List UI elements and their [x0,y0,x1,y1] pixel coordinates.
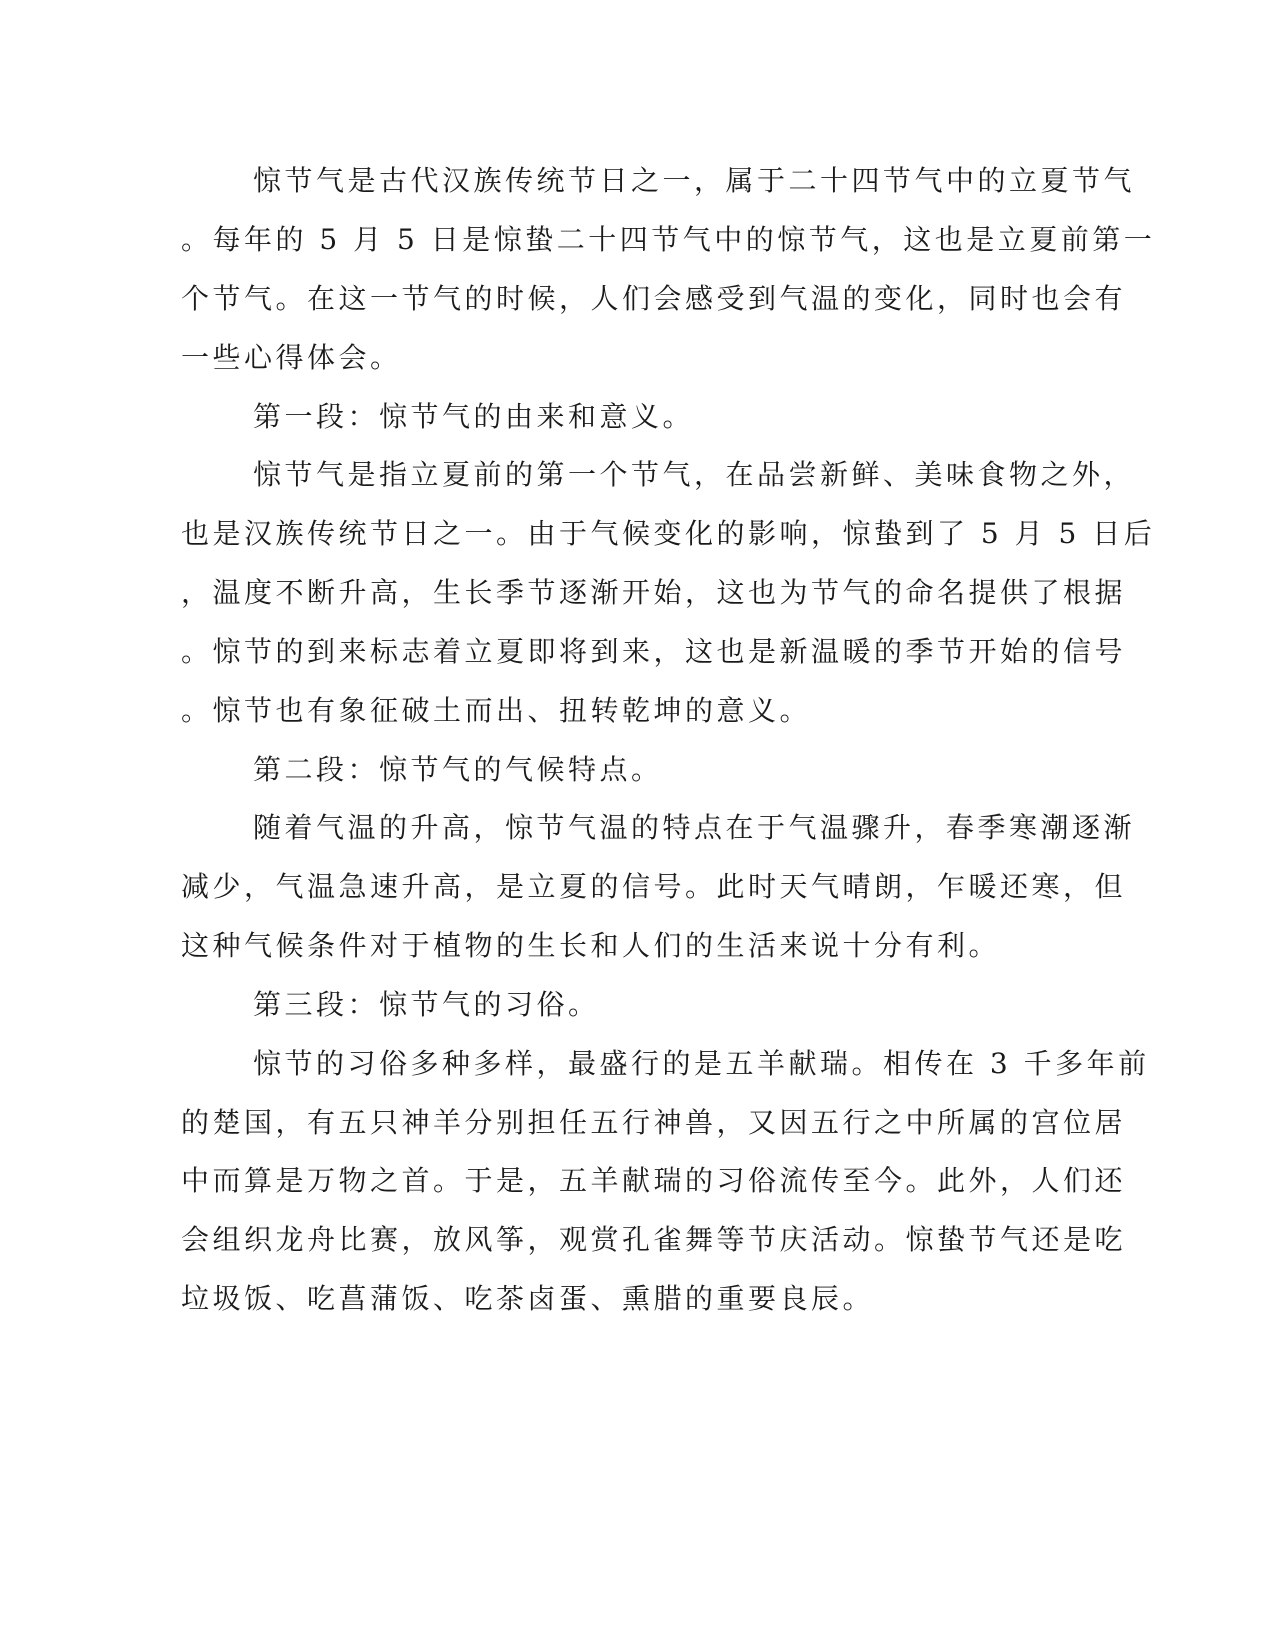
section-2-line: 随着气温的升高，惊节气温的特点在于气温骤升，春季寒潮逐渐 [253,811,1136,844]
section-3-heading: 第三段：惊节气的习俗。 [253,988,600,1021]
section-3-line: 垃圾饭、吃菖蒲饭、吃茶卤蛋、熏腊的重要良辰。 [181,1282,875,1315]
intro-line: 一些心得体会。 [181,341,402,374]
section-2-heading: 第二段：惊节气的气候特点。 [253,753,663,786]
section-1-line: ，温度不断升高，生长季节逐渐开始，这也为节气的命名提供了根据 [181,576,1127,609]
section-2-line: 减少，气温急速升高，是立夏的信号。此时天气晴朗，乍暖还寒，但 [181,870,1127,903]
section-2-line: 这种气候条件对于植物的生长和人们的生活来说十分有利。 [181,929,1001,962]
section-3-line: 惊节的习俗多种多样，最盛行的是五羊献瑞。相传在 3 千多年前 [253,1047,1150,1080]
section-3-line: 中而算是万物之首。于是，五羊献瑞的习俗流传至今。此外，人们还 [181,1164,1127,1197]
section-1-line: 惊节气是指立夏前的第一个节气，在品尝新鲜、美味食物之外， [253,458,1136,491]
intro-line: 惊节气是古代汉族传统节日之一，属于二十四节气中的立夏节气 [253,164,1136,197]
section-1-line: 。惊节的到来标志着立夏即将到来，这也是新温暖的季节开始的信号 [181,635,1127,668]
section-1-line: 。惊节也有象征破土而出、扭转乾坤的意义。 [181,694,812,727]
section-1-heading: 第一段：惊节气的由来和意义。 [253,400,695,433]
section-1-line: 也是汉族传统节日之一。由于气候变化的影响，惊蛰到了 5 月 5 日后 [181,517,1156,550]
section-3-line: 会组织龙舟比赛，放风筝，观赏孔雀舞等节庆活动。惊蛰节气还是吃 [181,1223,1127,1256]
section-3-line: 的楚国，有五只神羊分别担任五行神兽，又因五行之中所属的宫位居 [181,1106,1127,1139]
intro-line: 个节气。在这一节气的时候，人们会感受到气温的变化，同时也会有 [181,282,1127,315]
intro-line: 。每年的 5 月 5 日是惊蛰二十四节气中的惊节气，这也是立夏前第一 [181,223,1156,256]
